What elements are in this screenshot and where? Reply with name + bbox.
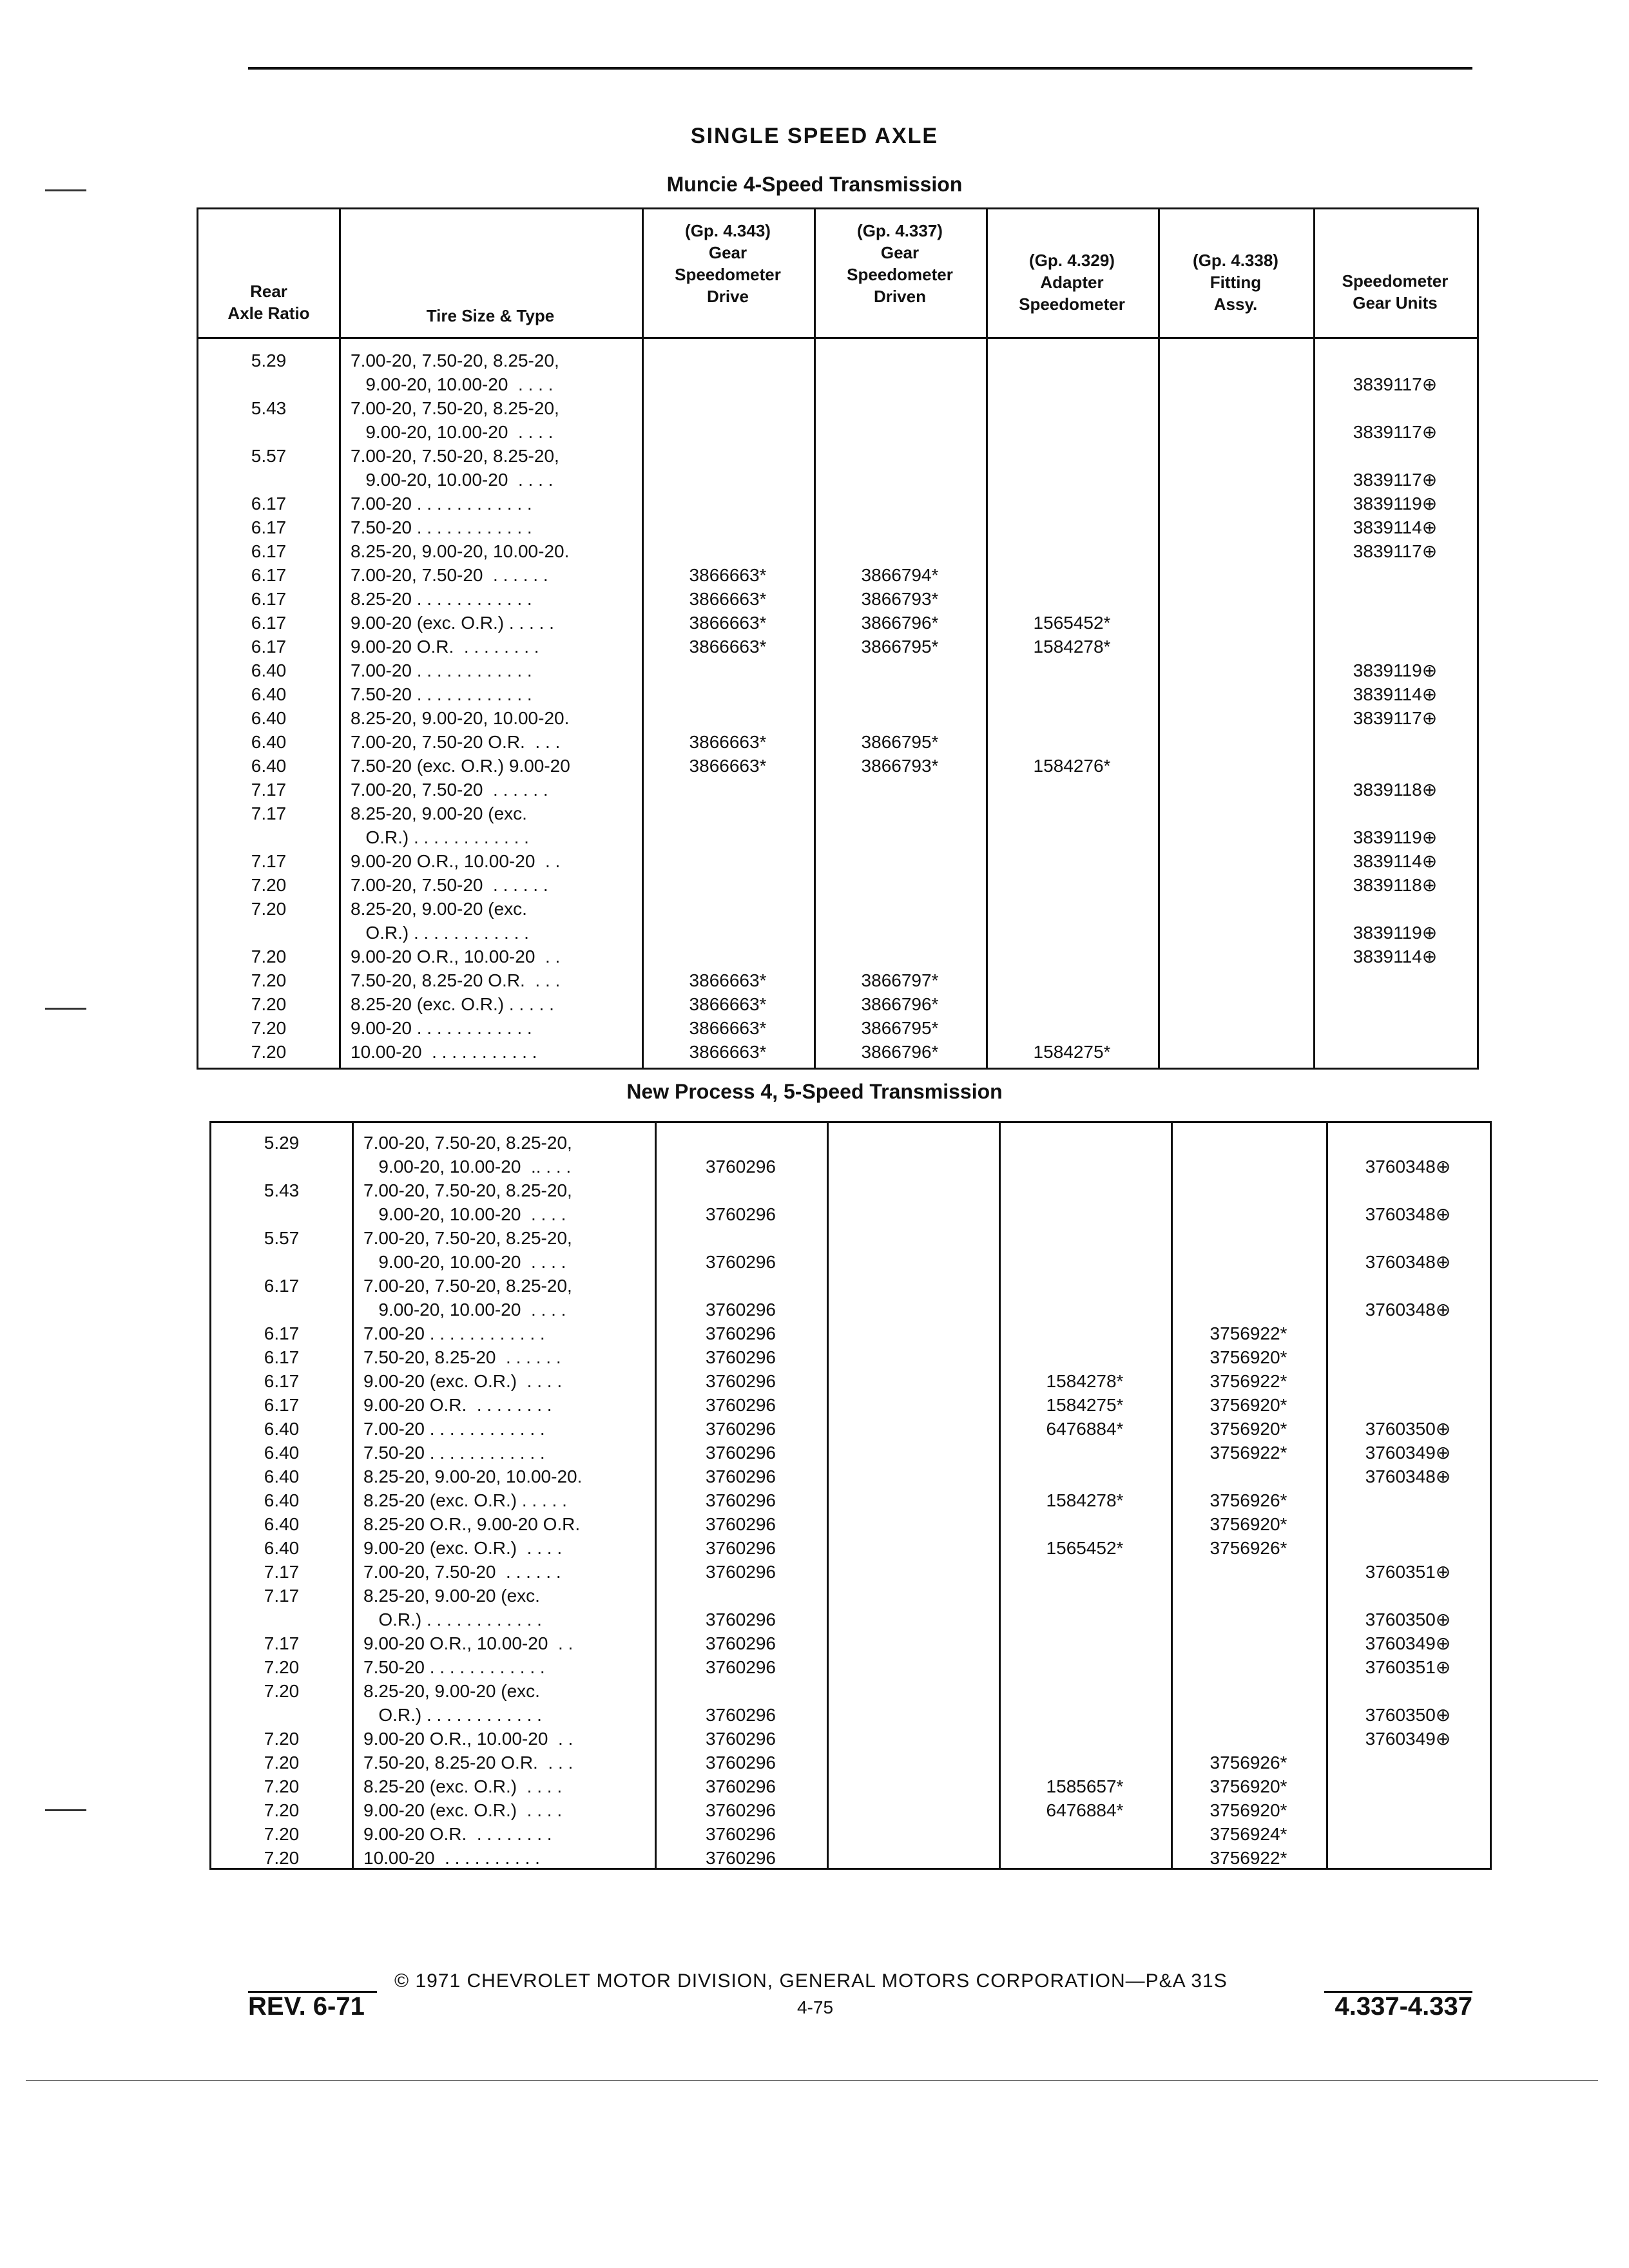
cell-axle-ratio: 7.17: [251, 803, 287, 823]
cell-adapter: 1565452*: [1046, 1538, 1124, 1558]
header-fitting: (Gp. 4.338) Fitting Assy.: [1193, 251, 1278, 314]
cell-fitting: 3756924*: [1210, 1824, 1287, 1844]
table-row: [211, 1751, 1490, 1774]
cell-fitting: 3756922*: [1210, 1848, 1287, 1868]
cell-tire-size: 9.00-20 O.R. . . . . . . . .: [363, 1395, 552, 1415]
cell-axle-ratio: 6.17: [264, 1371, 300, 1391]
cell-tire-size: 9.00-20 O.R., 10.00-20 . .: [363, 1729, 574, 1749]
cell-gear-drive: 3866663*: [689, 637, 767, 657]
cell-tire-size: 7.00-20, 7.50-20 . . . . . .: [363, 1562, 561, 1582]
cell-gear-units: 3760351⊕: [1365, 1657, 1451, 1677]
cell-tire-size: 9.00-20, 10.00-20 . . . .: [351, 374, 554, 394]
cell-fitting: 3756922*: [1210, 1443, 1287, 1463]
table-row: [198, 778, 1477, 802]
cell-gear-drive: 3760296: [705, 1538, 776, 1558]
cell-tire-size: 9.00-20, 10.00-20 . . . .: [363, 1252, 566, 1272]
cell-gear-units: 3839119⊕: [1353, 660, 1438, 680]
cell-gear-drive: 3760296: [705, 1776, 776, 1796]
cell-gear-drive: 3866663*: [689, 1042, 767, 1062]
section-title-new-process: New Process 4, 5-Speed Transmission: [626, 1080, 1003, 1103]
table-row: [198, 754, 1477, 778]
table-row: [211, 1155, 1490, 1178]
cell-axle-ratio: 6.40: [251, 732, 287, 752]
page-number: 4-75: [796, 1997, 834, 2017]
cell-axle-ratio: 6.17: [251, 637, 287, 657]
cell-tire-size: 8.25-20, 9.00-20 (exc.: [363, 1586, 540, 1606]
cell-axle-ratio: 5.43: [264, 1180, 300, 1200]
cell-gear-drive: 3760296: [705, 1633, 776, 1653]
table-row: [198, 611, 1477, 635]
cell-gear-drive: 3760296: [705, 1347, 776, 1367]
cell-gear-units: 3839114⊕: [1353, 947, 1438, 966]
cell-gear-units: 3760349⊕: [1365, 1729, 1451, 1749]
cell-fitting: 3756920*: [1210, 1347, 1287, 1367]
cell-axle-ratio: 7.17: [264, 1633, 300, 1653]
cell-tire-size: 7.00-20, 7.50-20, 8.25-20,: [351, 398, 559, 418]
cell-tire-size: 8.25-20, 9.00-20, 10.00-20.: [351, 708, 570, 728]
cell-axle-ratio: 7.20: [251, 994, 287, 1014]
cell-gear-drive: 3760296: [705, 1323, 776, 1343]
margin-mark: [45, 1809, 86, 1811]
copyright-notice: © 1971 CHEVROLET MOTOR DIVISION, GENERAL MOTORS CORPORATION—P&A 31S: [394, 1970, 1228, 1992]
cell-tire-size: 8.25-20, 9.00-20, 10.00-20.: [351, 541, 570, 561]
table-row: [198, 563, 1477, 587]
cell-gear-drive: 3760296: [705, 1753, 776, 1773]
cell-axle-ratio: 7.20: [251, 875, 287, 895]
table-row: [198, 825, 1477, 849]
cell-axle-ratio: 7.17: [264, 1586, 300, 1606]
cell-fitting: 3756920*: [1210, 1514, 1287, 1534]
cell-axle-ratio: 6.17: [251, 494, 287, 514]
new-process-table: [209, 1121, 1492, 1870]
cell-axle-ratio: 7.20: [251, 947, 287, 966]
cell-tire-size: 7.50-20, 8.25-20 O.R. . . .: [351, 970, 561, 990]
cell-gear-drive: 3866663*: [689, 613, 767, 633]
cell-tire-size: 7.00-20, 7.50-20 O.R. . . .: [351, 732, 561, 752]
cell-adapter: 6476884*: [1046, 1800, 1124, 1820]
cell-axle-ratio: 5.43: [251, 398, 287, 418]
table-row: [211, 1250, 1490, 1274]
cell-gear-drive: 3760296: [705, 1824, 776, 1844]
cell-gear-driven: 3866796*: [861, 994, 939, 1014]
cell-tire-size: 9.00-20 (exc. O.R.) . . . .: [363, 1538, 563, 1558]
table-row: [198, 682, 1477, 706]
cell-tire-size: 8.25-20, 9.00-20 (exc.: [363, 1681, 540, 1701]
cell-tire-size: 7.00-20, 7.50-20, 8.25-20,: [363, 1276, 572, 1296]
cell-tire-size: 9.00-20 O.R., 10.00-20 . .: [363, 1633, 574, 1653]
cell-fitting: 3756926*: [1210, 1753, 1287, 1773]
cell-fitting: 3756920*: [1210, 1800, 1287, 1820]
cell-axle-ratio: 7.20: [251, 970, 287, 990]
cell-gear-drive: 3760296: [705, 1490, 776, 1510]
cell-adapter: 1584278*: [1046, 1371, 1124, 1391]
table-row: [198, 992, 1477, 1016]
table-row: [198, 396, 1477, 420]
cell-tire-size: 9.00-20, 10.00-20 . . . .: [351, 422, 554, 442]
cell-tire-size: 7.50-20 . . . . . . . . . . . .: [351, 517, 532, 537]
table-row: [211, 1274, 1490, 1298]
table-row: [198, 539, 1477, 563]
table-row: [198, 802, 1477, 825]
cell-axle-ratio: 7.20: [264, 1776, 300, 1796]
table-row: [198, 945, 1477, 968]
table-row: [211, 1774, 1490, 1798]
table-row: [198, 968, 1477, 992]
cell-tire-size: O.R.) . . . . . . . . . . . .: [351, 827, 529, 847]
table-row: [198, 420, 1477, 444]
cell-tire-size: 7.00-20, 7.50-20 . . . . . .: [351, 565, 548, 585]
cell-gear-units: 3839117⊕: [1353, 708, 1438, 728]
cell-gear-driven: 3866795*: [861, 732, 939, 752]
cell-gear-units: 3839117⊕: [1353, 541, 1438, 561]
cell-gear-units: 3839117⊕: [1353, 422, 1438, 442]
cell-fitting: 3756920*: [1210, 1776, 1287, 1796]
cell-tire-size: O.R.) . . . . . . . . . . . .: [363, 1610, 542, 1629]
cell-gear-drive: 3760296: [705, 1610, 776, 1629]
revision-label: REV. 6-71: [248, 1992, 365, 2021]
table-row: [198, 492, 1477, 515]
cell-axle-ratio: 5.29: [264, 1133, 300, 1153]
page-title: SINGLE SPEED AXLE: [690, 124, 939, 148]
cell-gear-drive: 3760296: [705, 1395, 776, 1415]
cell-tire-size: 9.00-20 O.R. . . . . . . . .: [363, 1824, 552, 1844]
cell-gear-units: 3839117⊕: [1353, 470, 1438, 490]
cell-gear-drive: 3866663*: [689, 970, 767, 990]
cell-gear-units: 3839118⊕: [1353, 780, 1438, 800]
table-row: [211, 1178, 1490, 1202]
table-row: [211, 1536, 1490, 1560]
cell-fitting: 3756922*: [1210, 1323, 1287, 1343]
table-row: [198, 515, 1477, 539]
table-row: [211, 1465, 1490, 1488]
cell-gear-drive: 3760296: [705, 1419, 776, 1439]
table-row: [211, 1202, 1490, 1226]
cell-axle-ratio: 7.20: [264, 1681, 300, 1701]
table-row: [211, 1584, 1490, 1608]
cell-tire-size: 8.25-20 (exc. O.R.) . . . . .: [351, 994, 554, 1014]
header-tire-size: Tire Size & Type: [426, 306, 555, 325]
table-row: [211, 1655, 1490, 1679]
table-row: [198, 372, 1477, 396]
table-row: [198, 349, 1477, 372]
cell-tire-size: 7.50-20 . . . . . . . . . . . .: [351, 684, 532, 704]
cell-tire-size: 9.00-20 O.R., 10.00-20 . .: [351, 851, 561, 871]
cell-tire-size: O.R.) . . . . . . . . . . . .: [363, 1705, 542, 1725]
table-row: [211, 1369, 1490, 1393]
table-row: [211, 1512, 1490, 1536]
cell-tire-size: 9.00-20 O.R., 10.00-20 . .: [351, 947, 561, 966]
cell-gear-driven: 3866797*: [861, 970, 939, 990]
table-row: [198, 1040, 1477, 1064]
table-row: [198, 897, 1477, 921]
cell-axle-ratio: 7.20: [264, 1800, 300, 1820]
table-row: [198, 1016, 1477, 1040]
cell-tire-size: 8.25-20 (exc. O.R.) . . . . .: [363, 1490, 567, 1510]
cell-gear-drive: 3866663*: [689, 589, 767, 609]
table-row: [198, 468, 1477, 492]
table-row: [211, 1417, 1490, 1441]
cell-gear-drive: 3760296: [705, 1466, 776, 1486]
cell-axle-ratio: 6.40: [264, 1419, 300, 1439]
cell-gear-units: 3760348⊕: [1365, 1157, 1451, 1177]
cell-gear-units: 3839119⊕: [1353, 494, 1438, 514]
cell-gear-units: 3760350⊕: [1365, 1705, 1451, 1725]
cell-gear-drive: 3760296: [705, 1800, 776, 1820]
table-row: [198, 921, 1477, 945]
table-row: [198, 635, 1477, 658]
table-row: [198, 849, 1477, 873]
header-gear-drive: (Gp. 4.343) Gear Speedometer Drive: [675, 221, 781, 306]
cell-axle-ratio: 6.40: [251, 708, 287, 728]
margin-mark: [45, 1008, 86, 1010]
table-row: [198, 706, 1477, 730]
cell-gear-drive: 3866663*: [689, 994, 767, 1014]
muncie-table: [197, 207, 1479, 1070]
table-row: [211, 1631, 1490, 1655]
cell-gear-drive: 3760296: [705, 1705, 776, 1725]
cell-tire-size: 7.50-20, 8.25-20 O.R. . . .: [363, 1753, 574, 1773]
cell-axle-ratio: 6.40: [264, 1490, 300, 1510]
cell-gear-units: 3760348⊕: [1365, 1300, 1451, 1320]
cell-tire-size: 7.00-20, 7.50-20, 8.25-20,: [363, 1180, 572, 1200]
table-row: [211, 1846, 1490, 1870]
section-number: 4.337-4.337: [1335, 1992, 1472, 2021]
table-row: [211, 1131, 1490, 1155]
table-row: [211, 1560, 1490, 1584]
cell-gear-drive: 3760296: [705, 1729, 776, 1749]
cell-tire-size: 7.00-20 . . . . . . . . . . . .: [351, 494, 532, 514]
cell-gear-driven: 3866793*: [861, 589, 939, 609]
cell-gear-drive: 3760296: [705, 1300, 776, 1320]
cell-tire-size: 7.00-20, 7.50-20 . . . . . .: [351, 780, 548, 800]
cell-tire-size: 9.00-20 (exc. O.R.) . . . .: [363, 1371, 563, 1391]
cell-gear-driven: 3866796*: [861, 613, 939, 633]
cell-axle-ratio: 5.57: [264, 1228, 300, 1248]
cell-gear-drive: 3760296: [705, 1657, 776, 1677]
table-row: [211, 1679, 1490, 1703]
cell-gear-drive: 3866663*: [689, 756, 767, 776]
cell-fitting: 3756920*: [1210, 1419, 1287, 1439]
cell-gear-driven: 3866795*: [861, 637, 939, 657]
cell-tire-size: 7.00-20, 7.50-20, 8.25-20,: [351, 351, 559, 370]
cell-gear-units: 3839114⊕: [1353, 851, 1438, 871]
cell-tire-size: 9.00-20, 10.00-20 . . . .: [363, 1300, 566, 1320]
cell-tire-size: 8.25-20 O.R., 9.00-20 O.R.: [363, 1514, 581, 1534]
section-title-muncie: Muncie 4-Speed Transmission: [666, 173, 963, 196]
cell-tire-size: 9.00-20, 10.00-20 . . . .: [351, 470, 554, 490]
cell-axle-ratio: 7.17: [264, 1562, 300, 1582]
cell-tire-size: 9.00-20 . . . . . . . . . . . .: [351, 1018, 532, 1038]
cell-tire-size: 7.00-20, 7.50-20, 8.25-20,: [363, 1133, 572, 1153]
cell-axle-ratio: 6.40: [251, 756, 287, 776]
cell-adapter: 1584278*: [1033, 637, 1111, 657]
cell-gear-units: 3760350⊕: [1365, 1419, 1451, 1439]
cell-gear-drive: 3760296: [705, 1514, 776, 1534]
table-row: [211, 1226, 1490, 1250]
header-gear-driven: (Gp. 4.337) Gear Speedometer Driven: [847, 221, 953, 306]
cell-adapter: 1584276*: [1033, 756, 1111, 776]
table-row: [211, 1727, 1490, 1751]
cell-tire-size: 7.00-20 . . . . . . . . . . . .: [363, 1323, 545, 1343]
cell-adapter: 1584275*: [1033, 1042, 1111, 1062]
cell-tire-size: 10.00-20 . . . . . . . . . .: [363, 1848, 540, 1868]
cell-gear-units: 3839118⊕: [1353, 875, 1438, 895]
cell-axle-ratio: 6.17: [264, 1395, 300, 1415]
cell-axle-ratio: 7.17: [251, 780, 287, 800]
cell-tire-size: 8.25-20, 9.00-20, 10.00-20.: [363, 1466, 583, 1486]
cell-axle-ratio: 6.17: [264, 1347, 300, 1367]
cell-axle-ratio: 6.40: [264, 1538, 300, 1558]
cell-gear-drive: 3760296: [705, 1204, 776, 1224]
cell-gear-driven: 3866795*: [861, 1018, 939, 1038]
cell-axle-ratio: 7.20: [264, 1824, 300, 1844]
cell-fitting: 3756926*: [1210, 1538, 1287, 1558]
cell-gear-units: 3839119⊕: [1353, 827, 1438, 847]
table-row: [198, 658, 1477, 682]
cell-tire-size: O.R.) . . . . . . . . . . . .: [351, 923, 529, 943]
table-row: [211, 1822, 1490, 1846]
header-rear-axle-ratio: Rear Axle Ratio: [227, 282, 310, 323]
cell-gear-drive: 3760296: [705, 1848, 776, 1868]
cell-adapter: 1565452*: [1033, 613, 1111, 633]
cell-gear-driven: 3866794*: [861, 565, 939, 585]
cell-axle-ratio: 5.29: [251, 351, 287, 370]
cell-adapter: 6476884*: [1046, 1419, 1124, 1439]
cell-gear-units: 3760348⊕: [1365, 1204, 1451, 1224]
cell-axle-ratio: 6.40: [251, 684, 287, 704]
cell-fitting: 3756920*: [1210, 1395, 1287, 1415]
cell-gear-units: 3760351⊕: [1365, 1562, 1451, 1582]
table-row: [198, 444, 1477, 468]
top-rule: [248, 67, 1472, 70]
table-row: [211, 1321, 1490, 1345]
table-row: [211, 1608, 1490, 1631]
cell-gear-drive: 3866663*: [689, 732, 767, 752]
cell-tire-size: 7.00-20 . . . . . . . . . . . .: [351, 660, 532, 680]
cell-gear-drive: 3760296: [705, 1371, 776, 1391]
cell-gear-drive: 3866663*: [689, 565, 767, 585]
cell-tire-size: 9.00-20 O.R. . . . . . . . .: [351, 637, 539, 657]
cell-tire-size: 7.00-20, 7.50-20, 8.25-20,: [363, 1228, 572, 1248]
table-row: [211, 1798, 1490, 1822]
cell-axle-ratio: 6.40: [264, 1514, 300, 1534]
table-row: [211, 1393, 1490, 1417]
cell-adapter: 1585657*: [1046, 1776, 1124, 1796]
cell-axle-ratio: 7.20: [251, 899, 287, 919]
cell-tire-size: 9.00-20 (exc. O.R.) . . . .: [363, 1800, 563, 1820]
table-row: [198, 730, 1477, 754]
cell-tire-size: 8.25-20 . . . . . . . . . . . .: [351, 589, 532, 609]
cell-tire-size: 8.25-20, 9.00-20 (exc.: [351, 803, 527, 823]
cell-tire-size: 10.00-20 . . . . . . . . . . .: [351, 1042, 537, 1062]
cell-gear-driven: 3866793*: [861, 756, 939, 776]
cell-axle-ratio: 7.20: [264, 1848, 300, 1868]
cell-tire-size: 7.50-20, 8.25-20 . . . . . .: [363, 1347, 561, 1367]
cell-tire-size: 7.00-20 . . . . . . . . . . . .: [363, 1419, 545, 1439]
cell-adapter: 1584275*: [1046, 1395, 1124, 1415]
cell-axle-ratio: 7.17: [251, 851, 287, 871]
cell-tire-size: 8.25-20 (exc. O.R.) . . . .: [363, 1776, 563, 1796]
cell-tire-size: 7.50-20 . . . . . . . . . . . .: [363, 1657, 545, 1677]
cell-axle-ratio: 6.40: [264, 1466, 300, 1486]
cell-tire-size: 9.00-20, 10.00-20 . . . .: [363, 1204, 566, 1224]
cell-axle-ratio: 6.17: [264, 1323, 300, 1343]
cell-tire-size: 9.00-20, 10.00-20 .. . . .: [363, 1157, 572, 1177]
cell-axle-ratio: 6.17: [251, 541, 287, 561]
cell-gear-units: 3760348⊕: [1365, 1466, 1451, 1486]
cell-gear-units: 3839119⊕: [1353, 923, 1438, 943]
cell-adapter: 1584278*: [1046, 1490, 1124, 1510]
cell-gear-units: 3760349⊕: [1365, 1633, 1451, 1653]
cell-tire-size: 7.00-20, 7.50-20, 8.25-20,: [351, 446, 559, 466]
cell-axle-ratio: 5.57: [251, 446, 287, 466]
cell-gear-units: 3839117⊕: [1353, 374, 1438, 394]
table-row: [211, 1298, 1490, 1321]
cell-axle-ratio: 7.20: [251, 1018, 287, 1038]
cell-axle-ratio: 6.40: [264, 1443, 300, 1463]
cell-axle-ratio: 6.17: [251, 613, 287, 633]
cell-gear-drive: 3760296: [705, 1443, 776, 1463]
cell-gear-drive: 3866663*: [689, 1018, 767, 1038]
table-row: [198, 587, 1477, 611]
cell-axle-ratio: 7.20: [264, 1753, 300, 1773]
cell-gear-units: 3839114⊕: [1353, 684, 1438, 704]
table-row: [211, 1703, 1490, 1727]
cell-tire-size: 7.00-20, 7.50-20 . . . . . .: [351, 875, 548, 895]
cell-tire-size: 9.00-20 (exc. O.R.) . . . . .: [351, 613, 554, 633]
cell-tire-size: 7.50-20 . . . . . . . . . . . .: [363, 1443, 545, 1463]
cell-gear-drive: 3760296: [705, 1157, 776, 1177]
table-row: [211, 1441, 1490, 1465]
cell-gear-units: 3760349⊕: [1365, 1443, 1451, 1463]
cell-tire-size: 7.50-20 (exc. O.R.) 9.00-20: [351, 756, 570, 776]
cell-gear-units: 3760350⊕: [1365, 1610, 1451, 1629]
cell-axle-ratio: 7.20: [264, 1729, 300, 1749]
cell-gear-drive: 3760296: [705, 1252, 776, 1272]
cell-gear-driven: 3866796*: [861, 1042, 939, 1062]
cell-axle-ratio: 7.20: [264, 1657, 300, 1677]
cell-axle-ratio: 6.17: [251, 565, 287, 585]
cell-axle-ratio: 6.17: [264, 1276, 300, 1296]
cell-axle-ratio: 6.17: [251, 517, 287, 537]
header-adapter: (Gp. 4.329) Adapter Speedometer: [1019, 251, 1125, 314]
table-row: [211, 1345, 1490, 1369]
table-row: [211, 1488, 1490, 1512]
cell-tire-size: 8.25-20, 9.00-20 (exc.: [351, 899, 527, 919]
table-row: [198, 873, 1477, 897]
cell-fitting: 3756922*: [1210, 1371, 1287, 1391]
cell-gear-drive: 3760296: [705, 1562, 776, 1582]
cell-axle-ratio: 6.40: [251, 660, 287, 680]
cell-gear-units: 3839114⊕: [1353, 517, 1438, 537]
cell-fitting: 3756926*: [1210, 1490, 1287, 1510]
header-gear-units: Speedometer Gear Units: [1342, 271, 1449, 312]
cell-axle-ratio: 6.17: [251, 589, 287, 609]
bottom-rule: [26, 2080, 1598, 2081]
cell-gear-units: 3760348⊕: [1365, 1252, 1451, 1272]
cell-axle-ratio: 7.20: [251, 1042, 287, 1062]
